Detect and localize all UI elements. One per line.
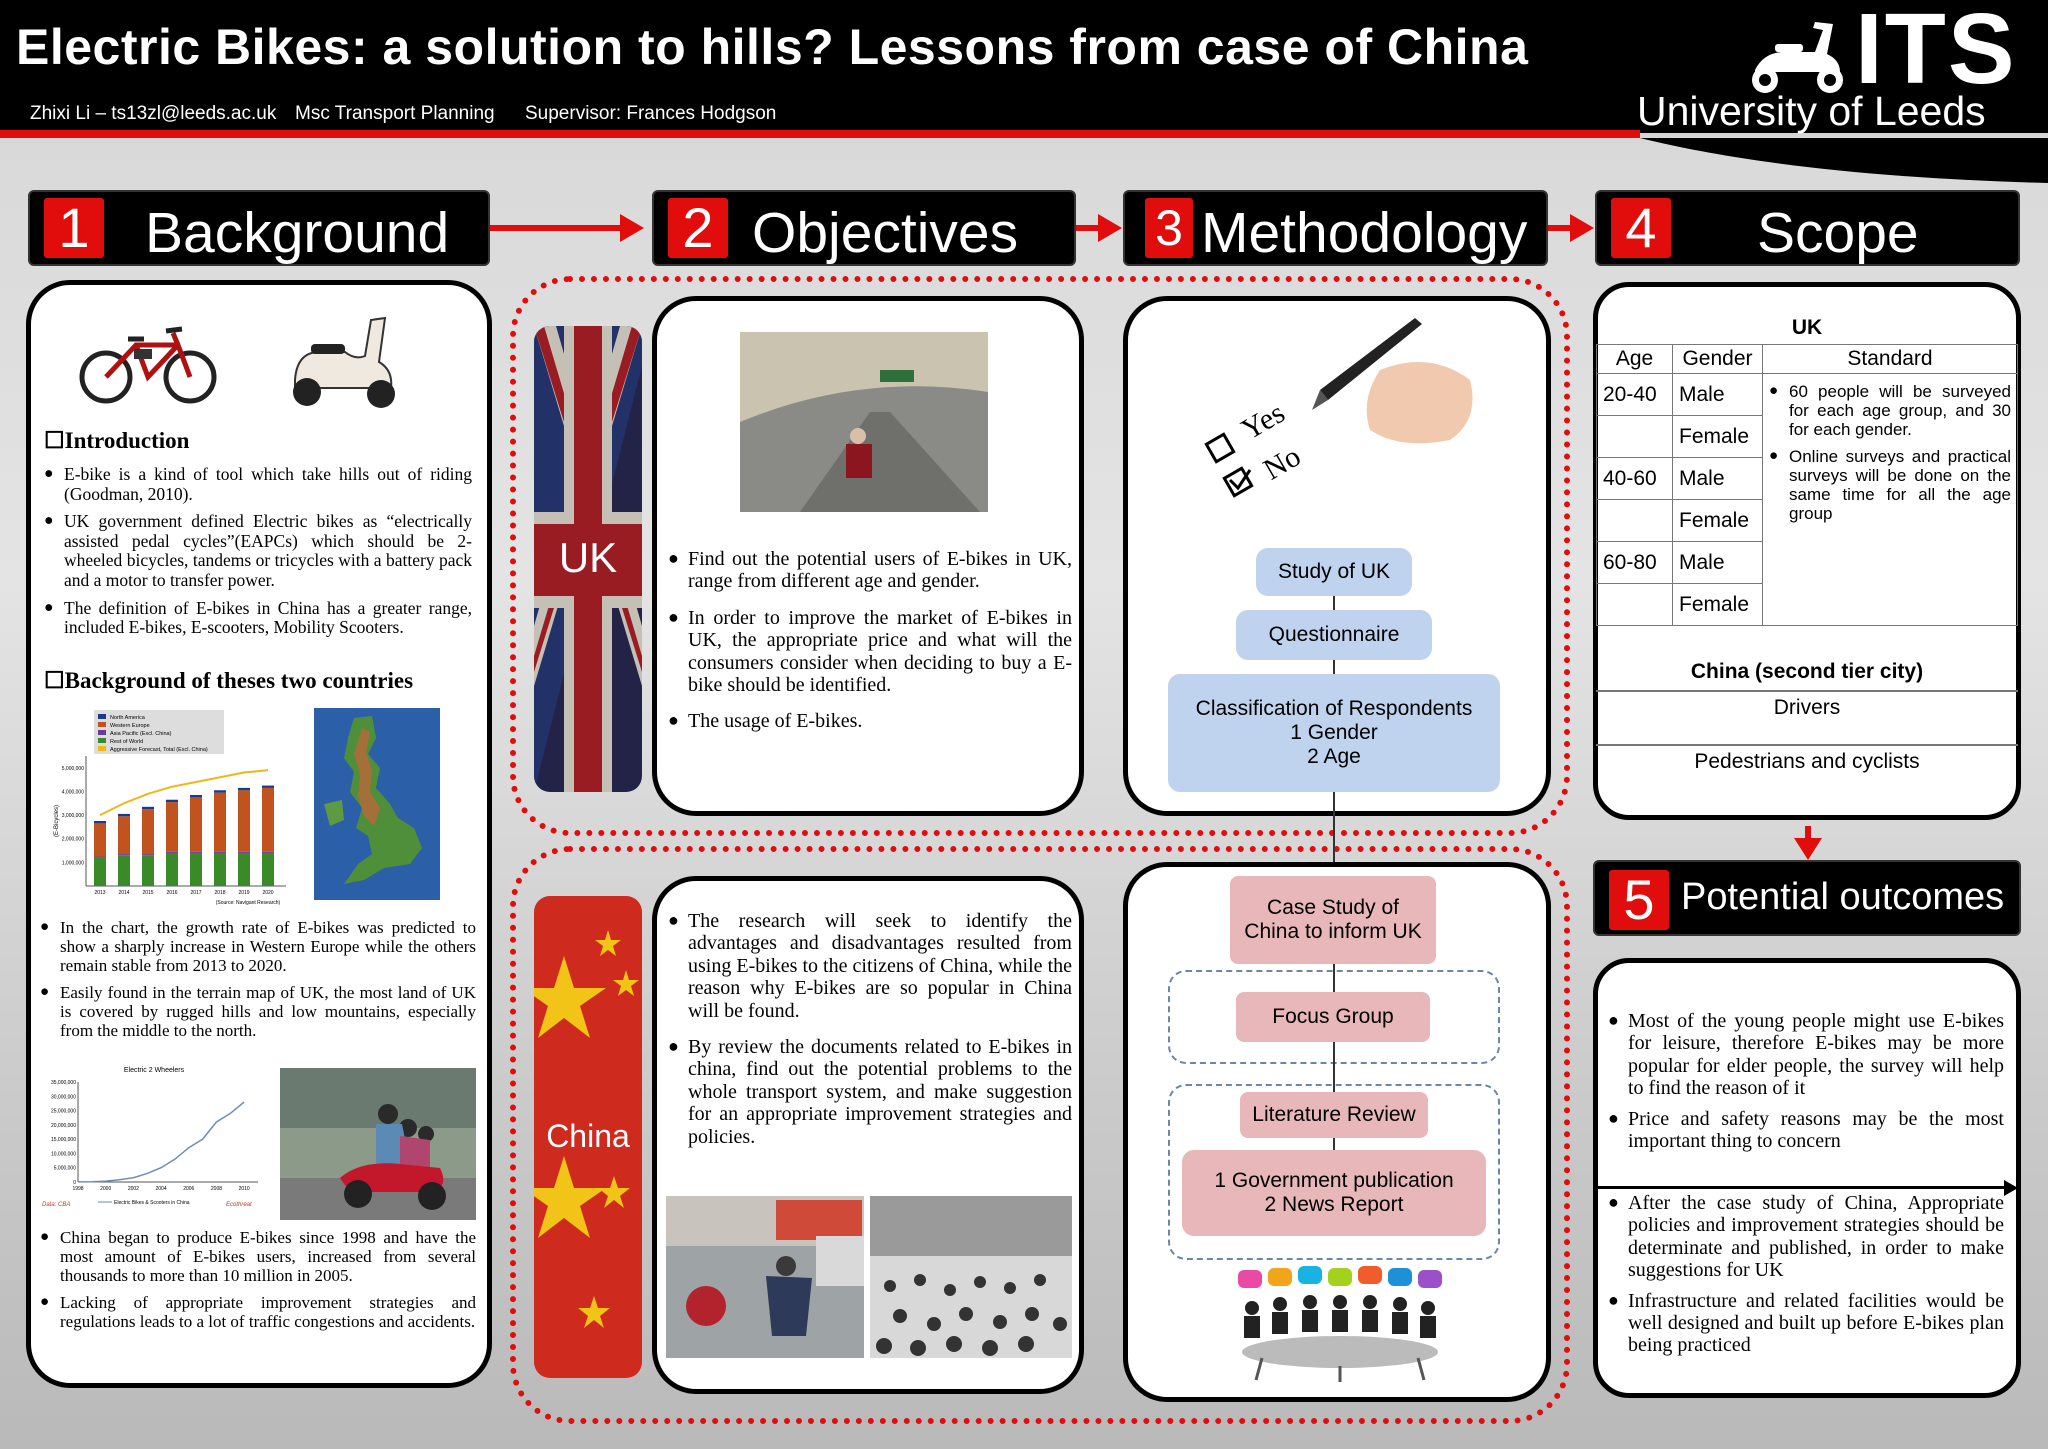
classification-box (1168, 674, 1500, 792)
list-item: ● Online surveys and practical surveys will be done on the same time for all the age group (1769, 447, 2011, 523)
column-header: Gender (1673, 345, 1763, 374)
list-item: ● 60 people will be surveyed for each age group, and 30 for each gender. (1769, 382, 2011, 439)
y-tick-label: 10,000,000 (50, 1151, 76, 1158)
bar-segment (142, 855, 154, 886)
no-label: No (1258, 439, 1307, 487)
series-line (78, 1102, 244, 1182)
bar-segment (262, 788, 274, 852)
china-objectives-list (668, 910, 1072, 1156)
publications-box (1182, 1150, 1486, 1236)
accident-photo (666, 1196, 864, 1358)
x-tick-label: 2008 (210, 1186, 223, 1192)
x-tick-label: 2006 (183, 1186, 195, 1192)
bar-segment (142, 854, 154, 855)
x-tick-label: 2014 (118, 890, 130, 896)
list-item: ● Price and safety reasons may be the most important thing to concern (1608, 1108, 2004, 1153)
list-item: ● The usage of E-bikes. (668, 710, 1072, 732)
y-tick-label: 0 (73, 1180, 76, 1186)
china-ebike-riders-photo (280, 1068, 476, 1220)
flow-arrow (1548, 225, 1570, 231)
chart-source: (Source: Navigant Research) (215, 900, 281, 906)
x-tick-label: 2004 (155, 1186, 167, 1192)
scope-uk-heading: UK (1791, 316, 1823, 339)
poster-title: Electric Bikes: a solution to hills? Lessons from case of China (16, 19, 1529, 75)
list-item: ● UK government defined Electric bikes as “electrically assisted pedal cycles”(EAPCs) which should be 2-wheeled bicycles, tandems or tricycles with a battery pack and a motor to transfer power. (44, 512, 472, 590)
legend-label: North America (110, 715, 145, 721)
programme: Msc Transport Planning (295, 103, 495, 124)
y-tick-label: 15,000,000 (50, 1137, 76, 1144)
y-tick-label: 35,000,000 (50, 1080, 76, 1086)
y-tick-label: 2,000,000 (61, 836, 84, 843)
x-tick-label: 2000 (100, 1186, 112, 1192)
legend-label: Asia Pacific (Excl. China) (110, 731, 172, 737)
list-item: ● Lacking of appropriate improvement strategies and regulations leads to a lot of traffic congestions and accidents. (40, 1293, 476, 1331)
flow-arrow-head (1570, 214, 1594, 242)
flow-arrow-head (620, 214, 644, 242)
y-tick-label: 20,000,000 (50, 1122, 76, 1129)
data-source: Data: CBA (42, 1202, 71, 1208)
outcomes-list-1 (1608, 1010, 2004, 1160)
brand-label: Ecothreat (226, 1202, 252, 1208)
x-tick-label: 2016 (166, 890, 178, 896)
section-header-outcomes (1593, 860, 2021, 936)
list-item: ● Easily found in the terrain map of UK, the most land of UK is covered by rugged hills and low mountains, especially from the middle to the north. (40, 983, 476, 1040)
bar-segment (238, 852, 250, 853)
questionnaire-box: Questionnaire (1236, 610, 1432, 660)
section-header-methodology (1123, 190, 1548, 266)
bar-segment (94, 858, 106, 886)
x-tick-label: 2019 (238, 890, 250, 896)
chart-title: Electric 2 Wheelers (123, 1067, 185, 1074)
gender-cell: Female (1673, 500, 1763, 542)
bar-segment (94, 823, 106, 856)
column-header: Age (1597, 345, 1673, 374)
china-ebike-chart (38, 1062, 270, 1212)
scope-pedestrians: Pedestrians and cyclists (1694, 750, 1920, 773)
gender-cell: Female (1673, 584, 1763, 626)
bar-segment (214, 790, 226, 792)
gender-cell: Male (1673, 542, 1763, 584)
uk-objectives-list (668, 548, 1072, 741)
connector (1333, 1042, 1335, 1092)
y-tick-label: 25,000,000 (50, 1108, 76, 1115)
connector (1333, 1138, 1335, 1150)
list-item: ● E-bike is a kind of tool which take hills out of riding (Goodman, 2010). (44, 465, 472, 504)
legend-swatch (98, 722, 106, 727)
bar-segment (190, 853, 202, 886)
list-item: ● The definition of E-bikes in China has a greater range, included E-bikes, E-scooters, Mobility Scooters. (44, 599, 472, 638)
bar-segment (166, 800, 178, 802)
list-item: ● China began to produce E-bikes since 1998 and have the most amount of E-bikes users, increased from several thousands to more than 10 million in 2005. (40, 1228, 476, 1285)
pen-checkbox-image (1200, 310, 1480, 510)
bar-segment (190, 852, 202, 853)
bar-segment (142, 807, 154, 809)
divider (1596, 744, 2018, 746)
legend-label: Aggressive Forecast, Total (Excl. China) (110, 747, 208, 753)
bar-segment (166, 802, 178, 852)
x-tick-label: 2018 (214, 890, 226, 896)
list-item: ● Most of the young people might use E-bikes for leisure, therefore E-bikes may be more popular for elder people, the survey will help to find the reason of it (1608, 1010, 2004, 1100)
bar-segment (118, 855, 130, 886)
connector (1333, 596, 1335, 610)
section-header-scope (1595, 190, 2020, 266)
x-tick-label: 2020 (262, 890, 274, 896)
section-label: Background (145, 201, 450, 265)
y-tick-label: 1,000,000 (61, 860, 84, 867)
gender-cell: Male (1673, 458, 1763, 500)
legend-label: Electric Bikes & Scooters in China (114, 1200, 190, 1206)
gender-cell: Male (1673, 374, 1763, 416)
divider-arrow-head (2004, 1180, 2018, 1196)
china-notes-list (40, 1228, 476, 1339)
bar-segment (262, 786, 274, 788)
flow-arrow (490, 225, 620, 231)
x-tick-label: 2017 (190, 890, 202, 896)
bar-segment (190, 795, 202, 797)
section-number: 3 (1145, 198, 1193, 258)
scope-drivers: Drivers (1773, 696, 1841, 719)
bar-segment (118, 816, 130, 854)
y-tick-label: 5,000,000 (61, 765, 84, 772)
scope-china-heading: China (second tier city) (1690, 660, 1924, 683)
bar-segment (238, 853, 250, 886)
section-number: 4 (1611, 198, 1671, 258)
escooter-image (275, 300, 405, 420)
section-number: 2 (668, 198, 728, 258)
countries-heading-text: Background of theses two countries (64, 668, 414, 693)
outcomes-list-2 (1608, 1192, 2004, 1365)
bar-segment (118, 854, 130, 855)
age-cell: 20-40 (1597, 374, 1673, 416)
y-tick-label: 3,000,000 (61, 813, 84, 820)
bar-segment (238, 788, 250, 790)
table-row (1597, 374, 2018, 416)
supervisor: Supervisor: Frances Hodgson (525, 103, 777, 124)
bar-segment (214, 852, 226, 853)
y-tick-label: 4,000,000 (61, 789, 84, 796)
list-item: ● Infrastructure and related facilities would be well designed and built up before E-bikes plan being practiced (1608, 1290, 2004, 1357)
section-label: Potential outcomes (1681, 876, 2005, 918)
y-tick-label: 5,000,000 (53, 1165, 76, 1172)
classification-age: 2 Age (1307, 745, 1361, 768)
standard-cell (1763, 374, 2018, 626)
publications-line1: 1 Government publication (1214, 1169, 1454, 1192)
scope-table (1596, 344, 2018, 626)
literature-review-box: Literature Review (1240, 1092, 1428, 1138)
countries-heading: ☐Background of theses two countries (44, 668, 414, 693)
age-cell: 60-80 (1597, 542, 1673, 584)
intro-list (44, 465, 472, 646)
scooter-logo-icon (1735, 10, 1855, 100)
flow-arrow-head (1794, 838, 1822, 860)
uk-flag-label: UK (558, 534, 618, 581)
bar-segment (262, 852, 274, 853)
focus-group-meeting-icon (1232, 1262, 1448, 1382)
section-label: Objectives (752, 201, 1019, 265)
publications-line2: 2 News Report (1264, 1193, 1404, 1216)
classification-gender: 1 Gender (1290, 721, 1378, 744)
list-item: ● By review the documents related to E-bikes in china, find out the potential problems to the whole transport system, and make suggestion for an appropriate improvement strategies and policies. (668, 1036, 1072, 1148)
bar-segment (94, 856, 106, 857)
age-cell: 40-60 (1597, 458, 1673, 500)
x-tick-label: 2002 (127, 1186, 139, 1192)
mobility-scooter-photo (740, 332, 988, 512)
list-item: ● After the case study of China, Appropriate policies and improvement strategies should be determinate and published, in order to make suggestions for UK (1608, 1192, 2004, 1282)
study-uk-box: Study of UK (1256, 548, 1412, 596)
bar-segment (238, 790, 250, 851)
legend-swatch (98, 746, 106, 751)
column-header: Standard (1763, 345, 2018, 374)
connector (1333, 964, 1335, 992)
bar-segment (166, 853, 178, 886)
list-item: ● The research will seek to identify the advantages and disadvantages resulted from using E-bikes to the citizens of China, while the reason why E-bikes are so popular in China will be found. (668, 910, 1072, 1022)
bar-segment (214, 793, 226, 852)
yes-label: Yes (1236, 396, 1291, 447)
y-tick-label: 30,000,000 (50, 1094, 76, 1101)
divider (1596, 690, 2018, 692)
list-item: ● In order to improve the market of E-bikes in UK, the appropriate price and what will the consumers consider when deciding to buy a E-bike should be identified. (668, 607, 1072, 697)
bar-segment (118, 814, 130, 816)
case-study-line2: China to inform UK (1244, 920, 1422, 943)
x-tick-label: 2015 (142, 890, 154, 896)
traffic-congestion-photo (870, 1196, 1072, 1358)
list-item: ● Find out the potential users of E-bikes in UK, range from different age and gender. (668, 548, 1072, 593)
legend-label: Rest of World (110, 739, 144, 745)
uk-flag (534, 326, 642, 792)
intro-heading-text: Introduction (64, 428, 190, 453)
legend-label: Western Europe (110, 723, 150, 729)
x-tick-label: 2010 (238, 1186, 250, 1192)
y-axis-label: (E-Bicycles) (54, 804, 60, 838)
ebike-image (78, 305, 218, 415)
university-name: University of Leeds (1637, 88, 1986, 134)
section-label: Methodology (1201, 201, 1528, 265)
legend-swatch (98, 730, 106, 735)
flow-arrow (1076, 225, 1098, 231)
its-logo-text: ITS (1855, 0, 2017, 105)
china-flag-label: China (546, 1118, 630, 1154)
x-tick-label: 2013 (94, 890, 106, 896)
uk-terrain-map (314, 708, 440, 900)
china-flag (534, 896, 642, 1378)
bar-segment (262, 853, 274, 886)
author: Zhixi Li – ts13zl@leeds.ac.uk (30, 103, 277, 124)
case-study-line1: Case Study of (1267, 896, 1399, 919)
case-study-box (1230, 876, 1436, 964)
section-number: 5 (1609, 870, 1669, 930)
legend-swatch (98, 714, 106, 719)
header-red-line (0, 130, 1640, 138)
section-number: 1 (44, 198, 104, 258)
chart-notes-list (40, 918, 476, 1048)
gender-cell: Female (1673, 416, 1763, 458)
x-tick-label: 1998 (72, 1186, 84, 1192)
ebike-growth-chart (48, 708, 298, 908)
section-header-objectives (652, 190, 1076, 266)
section-label: Scope (1757, 201, 1919, 265)
header-swoosh (0, 138, 2048, 183)
legend-swatch (98, 738, 106, 743)
bar-segment (190, 797, 202, 851)
table-header-row (1597, 345, 2018, 374)
focus-group-box: Focus Group (1236, 992, 1430, 1042)
divider-arrow (1597, 1186, 2009, 1189)
classification-title: Classification of Respondents (1195, 697, 1473, 720)
legend (94, 710, 224, 754)
connector (1333, 660, 1335, 674)
section-header-background (28, 190, 490, 266)
bar-segment (142, 809, 154, 854)
bar-segment (214, 853, 226, 886)
intro-heading: ☐Introduction (44, 428, 190, 453)
flow-arrow-head (1098, 214, 1122, 242)
bar-segment (166, 852, 178, 853)
list-item: ● In the chart, the growth rate of E-bikes was predicted to show a sharply increase in Western Europe while the others remain stable from 2013 to 2020. (40, 918, 476, 975)
bar-segment (94, 821, 106, 823)
